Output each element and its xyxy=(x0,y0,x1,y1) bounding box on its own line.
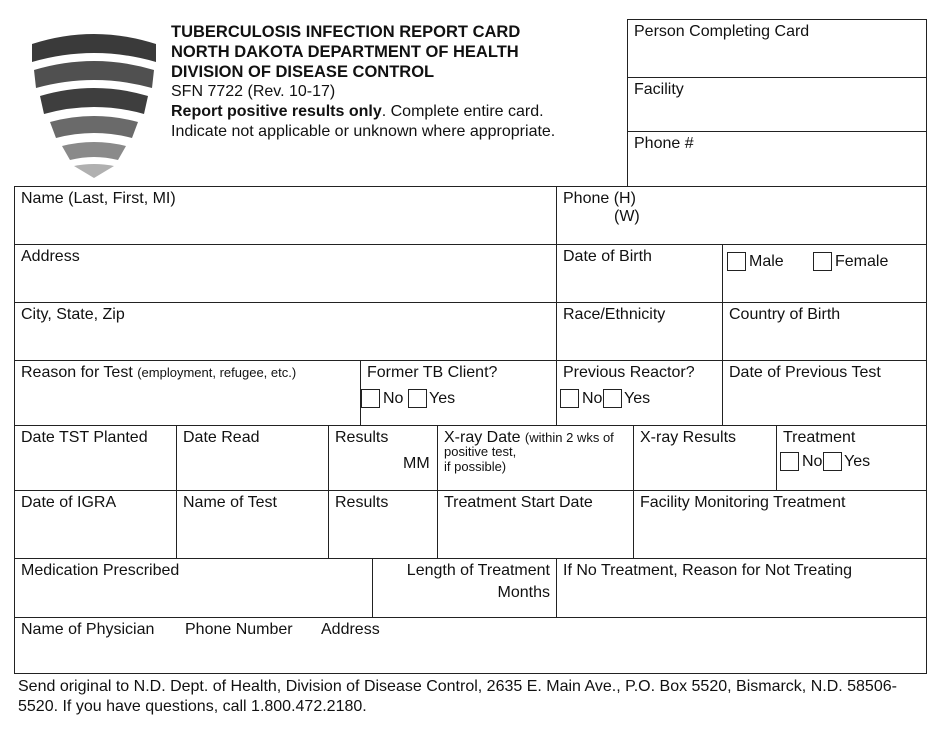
treatment-no-option[interactable] xyxy=(780,452,822,471)
facility-monitoring-label: Facility Monitoring Treatment xyxy=(640,494,846,511)
dob-label: Date of Birth xyxy=(563,248,652,265)
instruction-rest: . Complete entire card. xyxy=(381,103,544,120)
reason-hint: (employment, refugee, etc.) xyxy=(137,365,297,380)
female-option[interactable] xyxy=(813,252,888,271)
treatment-yes-label: Yes xyxy=(844,452,871,470)
no-treatment-reason-field[interactable] xyxy=(556,558,927,618)
patient-phone-field[interactable] xyxy=(556,186,927,245)
igra-results-field[interactable] xyxy=(328,490,438,559)
physician-name-label: Name of Physician xyxy=(21,621,155,638)
phone-home-label: Phone (H) xyxy=(563,190,636,207)
igra-results-label: Results xyxy=(335,494,389,511)
months-unit-label: Months xyxy=(497,584,550,601)
former-tb-yes-label: Yes xyxy=(429,389,456,407)
male-checkbox[interactable] xyxy=(727,252,746,271)
treatment-field xyxy=(776,425,927,491)
facility-field[interactable] xyxy=(627,77,927,132)
treatment-start-date-label: Treatment Start Date xyxy=(444,494,593,511)
no-treatment-reason-label: If No Treatment, Reason for Not Treating xyxy=(563,562,853,579)
country-of-birth-field[interactable] xyxy=(722,302,927,361)
date-previous-test-field[interactable] xyxy=(722,360,927,426)
prev-reactor-yes-option[interactable] xyxy=(603,389,650,408)
treatment-start-date-field[interactable] xyxy=(437,490,634,559)
mm-unit-label: MM xyxy=(403,455,430,472)
date-of-igra-label: Date of IGRA xyxy=(21,494,117,511)
treatment-yes-checkbox[interactable] xyxy=(823,452,842,471)
date-tst-planted-label: Date TST Planted xyxy=(21,429,148,446)
race-ethnicity-field[interactable] xyxy=(556,302,723,361)
city-state-zip-field[interactable] xyxy=(14,302,557,361)
reason-for-test-label xyxy=(21,363,296,382)
xray-results-field[interactable] xyxy=(633,425,777,491)
department-name: NORTH DAKOTA DEPARTMENT OF HEALTH xyxy=(171,43,519,61)
date-read-field[interactable] xyxy=(176,425,329,491)
length-of-treatment-label: Length of Treatment xyxy=(406,562,550,579)
former-tb-yes-checkbox[interactable] xyxy=(408,389,427,408)
form-number: SFN 7722 (Rev. 10-17) xyxy=(171,83,336,100)
prev-reactor-no-option[interactable] xyxy=(560,389,602,408)
person-completing-label: Person Completing Card xyxy=(634,23,810,40)
date-previous-test-label: Date of Previous Test xyxy=(729,364,881,381)
instruction-bold: Report positive results only xyxy=(171,103,382,120)
completer-phone-label: Phone # xyxy=(634,135,694,152)
treatment-label: Treatment xyxy=(783,429,856,446)
xray-results-label: X-ray Results xyxy=(640,429,737,446)
physician-address-label: Address xyxy=(321,621,380,638)
prev-reactor-no-checkbox[interactable] xyxy=(560,389,579,408)
female-checkbox[interactable] xyxy=(813,252,832,271)
name-of-test-label: Name of Test xyxy=(183,494,277,511)
former-tb-no-label: No xyxy=(383,389,404,407)
former-tb-client-field xyxy=(360,360,557,426)
sex-field xyxy=(722,244,927,303)
city-state-zip-label: City, State, Zip xyxy=(21,306,125,323)
former-tb-no-option[interactable] xyxy=(361,389,403,408)
name-of-test-field[interactable] xyxy=(176,490,329,559)
previous-reactor-label: Previous Reactor? xyxy=(563,364,695,381)
instruction-line2: Indicate not applicable or unknown where appropriate. xyxy=(171,123,556,140)
reason-label-text: Reason for Test xyxy=(21,364,133,381)
male-label: Male xyxy=(749,252,784,270)
completer-phone-field[interactable] xyxy=(627,131,927,187)
facility-monitoring-field[interactable] xyxy=(633,490,927,559)
physician-phone-label: Phone Number xyxy=(185,621,293,638)
female-label: Female xyxy=(835,252,889,270)
date-of-igra-field[interactable] xyxy=(14,490,177,559)
previous-reactor-field xyxy=(556,360,723,426)
xray-hint-1: (within 2 wks of xyxy=(524,430,614,445)
address-field[interactable] xyxy=(14,244,557,303)
person-completing-field[interactable] xyxy=(627,19,927,78)
nd-health-logo-icon xyxy=(24,26,164,178)
mailing-instructions: Send original to N.D. Dept. of Health, Division of Disease Control, 2635 E. Main Ave., P.O. Box 5520, Bismarck, N.D. 58506-5520. If you have questions, call 1.800.472.2180. xyxy=(18,678,897,715)
patient-name-field[interactable] xyxy=(14,186,557,245)
form-title: TUBERCULOSIS INFECTION REPORT CARD xyxy=(171,23,521,41)
division-name: DIVISION OF DISEASE CONTROL xyxy=(171,63,435,81)
prev-reactor-no-label: No xyxy=(582,389,603,407)
male-option[interactable] xyxy=(727,252,784,271)
country-of-birth-label: Country of Birth xyxy=(729,306,841,323)
date-tst-planted-field[interactable] xyxy=(14,425,177,491)
phone-work-label: (W) xyxy=(614,208,640,225)
former-tb-no-checkbox[interactable] xyxy=(361,389,380,408)
medication-prescribed-field[interactable] xyxy=(14,558,373,618)
length-of-treatment-field[interactable] xyxy=(372,558,557,618)
facility-label: Facility xyxy=(634,81,684,98)
instruction-line1 xyxy=(171,102,544,122)
physician-field[interactable] xyxy=(14,617,927,674)
date-read-label: Date Read xyxy=(183,429,260,446)
reason-for-test-field[interactable] xyxy=(14,360,361,426)
treatment-yes-option[interactable] xyxy=(823,452,870,471)
dob-field[interactable] xyxy=(556,244,723,303)
xray-hint-2: positive test, xyxy=(444,444,517,459)
patient-name-label: Name (Last, First, MI) xyxy=(21,190,176,207)
former-tb-label: Former TB Client? xyxy=(367,364,498,381)
treatment-no-checkbox[interactable] xyxy=(780,452,799,471)
former-tb-yes-option[interactable] xyxy=(408,389,455,408)
prev-reactor-yes-checkbox[interactable] xyxy=(603,389,622,408)
address-label: Address xyxy=(21,248,80,265)
race-ethnicity-label: Race/Ethnicity xyxy=(563,306,666,323)
xray-hint-3: if possible) xyxy=(444,459,507,474)
medication-prescribed-label: Medication Prescribed xyxy=(21,562,180,579)
tst-results-label: Results xyxy=(335,429,389,446)
tst-results-field[interactable] xyxy=(328,425,438,491)
treatment-no-label: No xyxy=(802,452,823,470)
xray-date-field[interactable] xyxy=(437,425,634,491)
prev-reactor-yes-label: Yes xyxy=(624,389,651,407)
xray-date-text: X-ray Date xyxy=(444,429,521,446)
